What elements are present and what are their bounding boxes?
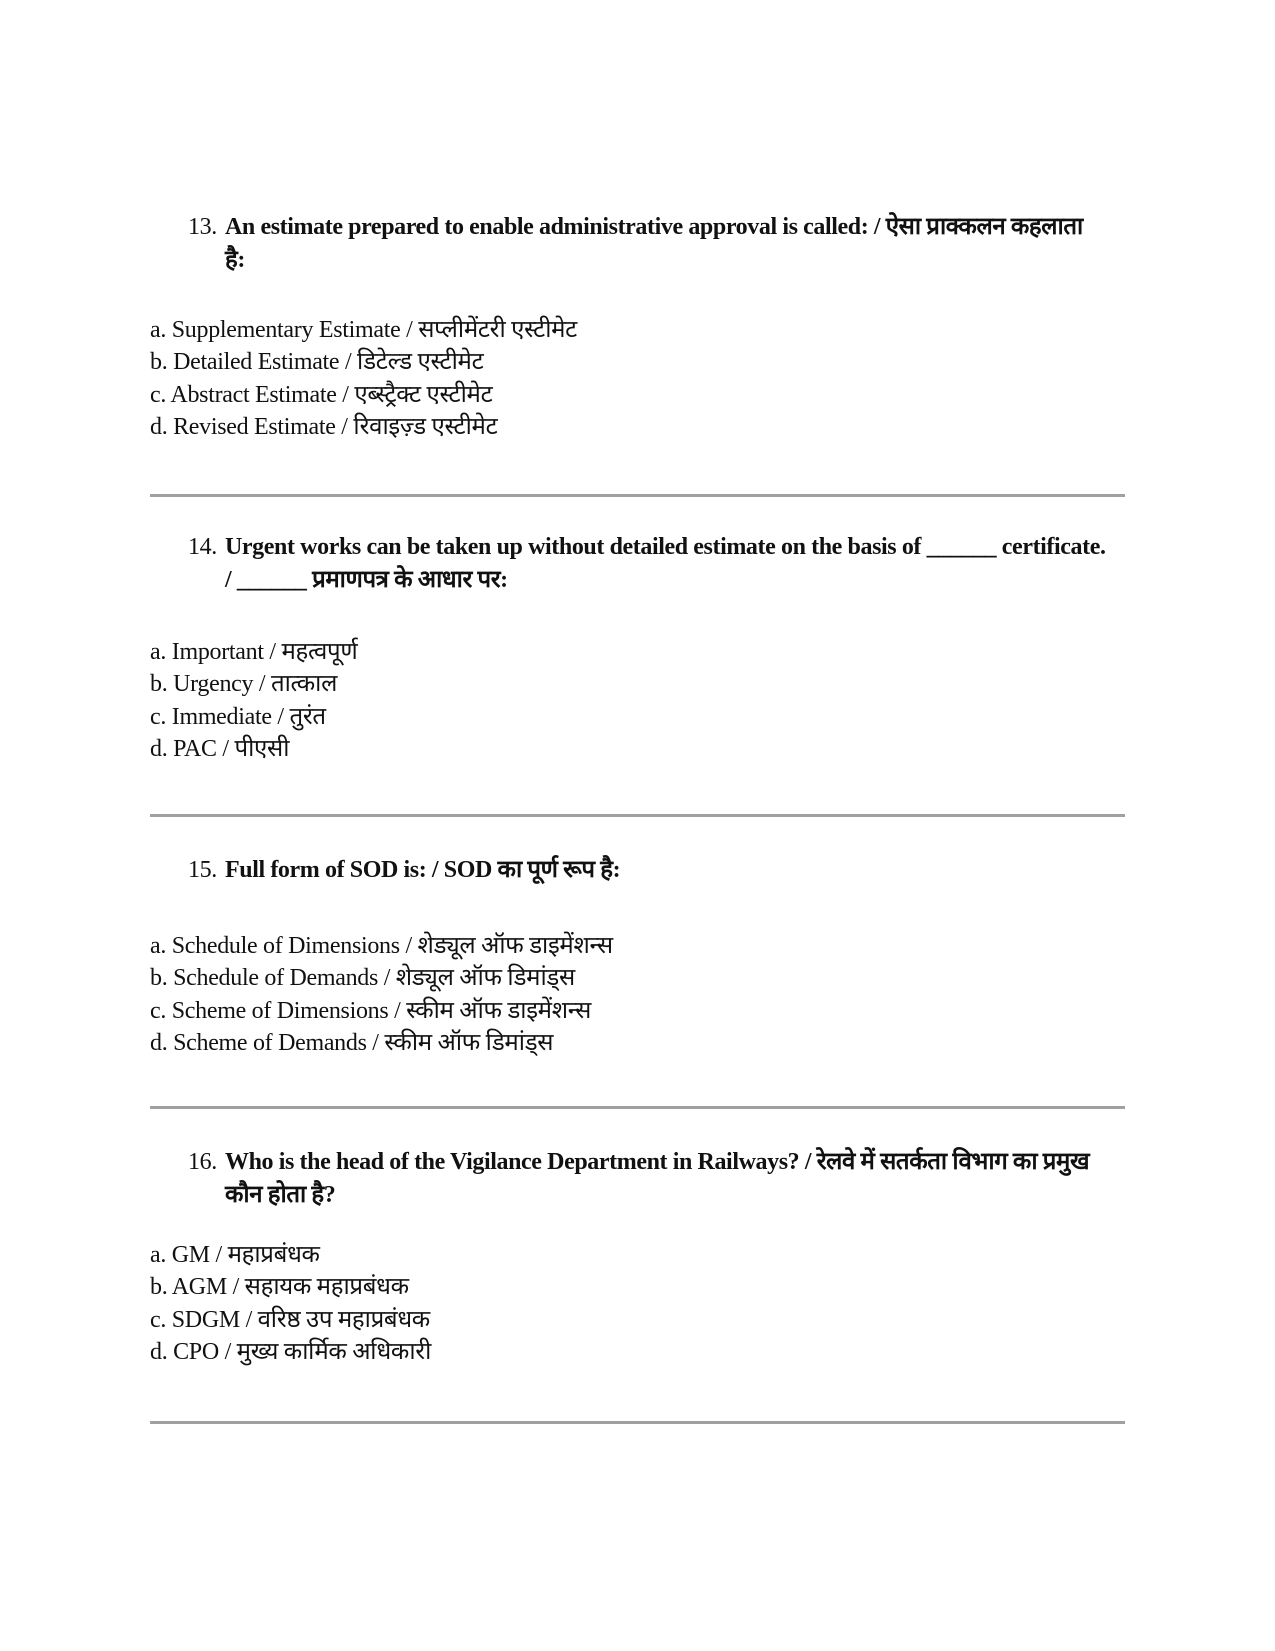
option-d: d. PAC / पीएसी <box>150 735 290 762</box>
question-number: 16. <box>188 1149 217 1175</box>
question-16-heading <box>188 1146 1108 1212</box>
question-number: 15. <box>188 857 217 883</box>
question-14-heading <box>188 531 1108 597</box>
question-15-heading <box>188 854 1108 887</box>
section-divider <box>150 1421 1125 1424</box>
option-c: c. Abstract Estimate / एब्स्ट्रैक्ट एस्टीमेट <box>150 381 493 408</box>
option-b: b. Schedule of Demands / शेड्यूल ऑफ डिमांड्स <box>150 965 575 992</box>
section-divider <box>150 814 1125 817</box>
option-c: c. Scheme of Dimensions / स्कीम ऑफ डाइमेंशन्स <box>150 997 592 1024</box>
option-d: d. Scheme of Demands / स्कीम ऑफ डिमांड्स <box>150 1029 554 1056</box>
option-b: b. AGM / सहायक महाप्रबंधक <box>150 1274 409 1301</box>
option-a: a. Schedule of Dimensions / शेड्यूल ऑफ डाइमेंशन्स <box>150 933 613 959</box>
question-text: Full form of SOD is: / SOD का पूर्ण रूप है: <box>225 857 621 883</box>
question-13-options <box>150 314 1050 443</box>
question-13-heading <box>188 211 1108 277</box>
question-text: Urgent works can be taken up without detailed estimate on the basis of ______ certificate. / ______ प्रमाणपत्र के आधार पर: <box>225 534 1106 593</box>
option-b: b. Urgency / तात्काल <box>150 671 338 698</box>
section-divider <box>150 1106 1125 1109</box>
option-c: c. Immediate / तुरंत <box>150 703 326 730</box>
section-divider <box>150 494 1125 497</box>
question-16-options <box>150 1239 1050 1368</box>
option-a: a. Important / महत्वपूर्ण <box>150 639 358 665</box>
option-d: d. CPO / मुख्य कार्मिक अधिकारी <box>150 1338 432 1365</box>
question-text: Who is the head of the Vigilance Department in Railways? / रेलवे में सतर्कता विभाग का प्रमुख कौन होता है? <box>225 1149 1090 1208</box>
option-d: d. Revised Estimate / रिवाइज़्ड एस्टीमेट <box>150 413 498 440</box>
option-a: a. Supplementary Estimate / सप्लीमेंटरी एस्टीमेट <box>150 317 577 343</box>
option-a: a. GM / महाप्रबंधक <box>150 1242 320 1268</box>
option-b: b. Detailed Estimate / डिटेल्ड एस्टीमेट <box>150 349 484 376</box>
option-c: c. SDGM / वरिष्ठ उप महाप्रबंधक <box>150 1306 430 1333</box>
question-text: An estimate prepared to enable administrative approval is called: / ऐसा प्राक्कलन कहलाता है: <box>225 214 1083 273</box>
question-15-options <box>150 930 1050 1059</box>
question-14-options <box>150 636 1050 765</box>
question-number: 14. <box>188 534 217 560</box>
question-number: 13. <box>188 214 217 240</box>
